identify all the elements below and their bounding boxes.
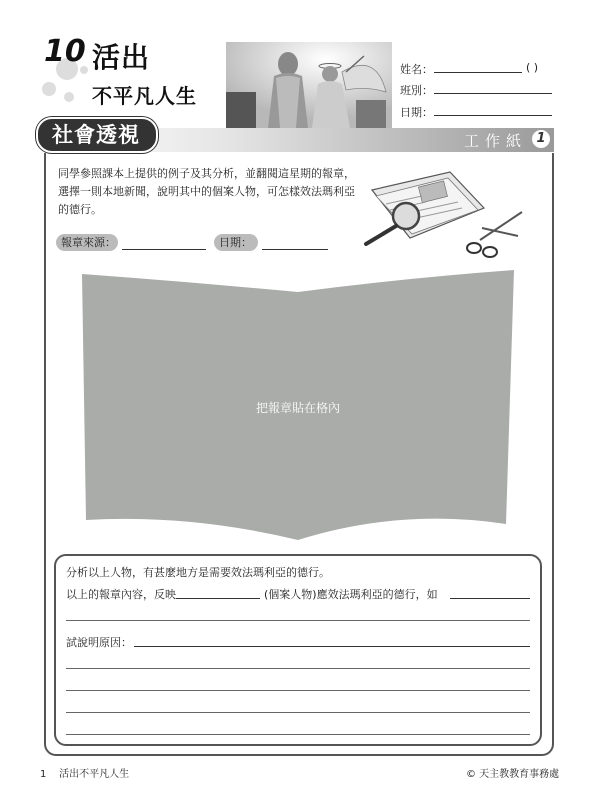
section-title: 社會透視 <box>52 123 140 147</box>
reason-field[interactable] <box>134 646 530 647</box>
lesson-number: 10 <box>44 34 86 69</box>
date-label: 日期： <box>400 106 433 119</box>
newspaper-magnifier-scissors-icon <box>362 168 528 264</box>
news-date-field[interactable] <box>262 249 328 250</box>
annunciation-illustration <box>226 42 392 128</box>
worksheet-number: 1 <box>532 130 550 148</box>
source-label: 報章來源： <box>56 234 118 251</box>
footer-left <box>40 765 129 780</box>
answer-line[interactable] <box>66 690 530 691</box>
answer-line[interactable] <box>66 668 530 669</box>
page-number: 1 <box>40 769 47 780</box>
analysis-prompt: 分析以上人物，有甚麼地方是需要效法瑪利亞的德行。 <box>66 566 330 579</box>
lesson-subtitle: 不平凡人生 <box>92 84 197 108</box>
name-field[interactable] <box>434 72 522 73</box>
footer-title: 活出不平凡人生 <box>59 769 130 780</box>
analysis-box <box>54 554 542 746</box>
name-label: 姓名： <box>400 63 433 76</box>
date-field[interactable] <box>434 115 552 116</box>
analysis-line1-middle: (個案人物)應效法瑪利亞的德行，如 <box>264 588 438 601</box>
worksheet-label: 工作紙 <box>464 132 528 150</box>
class-number-paren: ( ) <box>526 61 539 74</box>
task-instruction: 同學參照課本上提供的例子及其分析，並翻閱這星期的報章，選擇一則本地新聞，說明其中的個案人物，可怎樣效法瑪利亞的德行。 <box>58 167 355 216</box>
paste-hint: 把報章貼在格內 <box>256 401 341 415</box>
answer-line[interactable] <box>66 734 530 735</box>
case-person-field[interactable] <box>176 598 260 599</box>
class-field[interactable] <box>434 93 552 94</box>
virtue-field[interactable] <box>450 598 530 599</box>
answer-line[interactable] <box>66 712 530 713</box>
class-label: 班別： <box>400 84 433 97</box>
reason-label: 試說明原因： <box>66 636 132 649</box>
copyright: © 天主教教育事務處 <box>466 769 560 780</box>
answer-line[interactable] <box>66 620 530 621</box>
lesson-title: 活出 <box>92 41 151 74</box>
source-field[interactable] <box>122 249 206 250</box>
news-date-label: 日期： <box>214 234 258 251</box>
analysis-line1-prefix: 以上的報章內容，反映 <box>66 588 176 601</box>
